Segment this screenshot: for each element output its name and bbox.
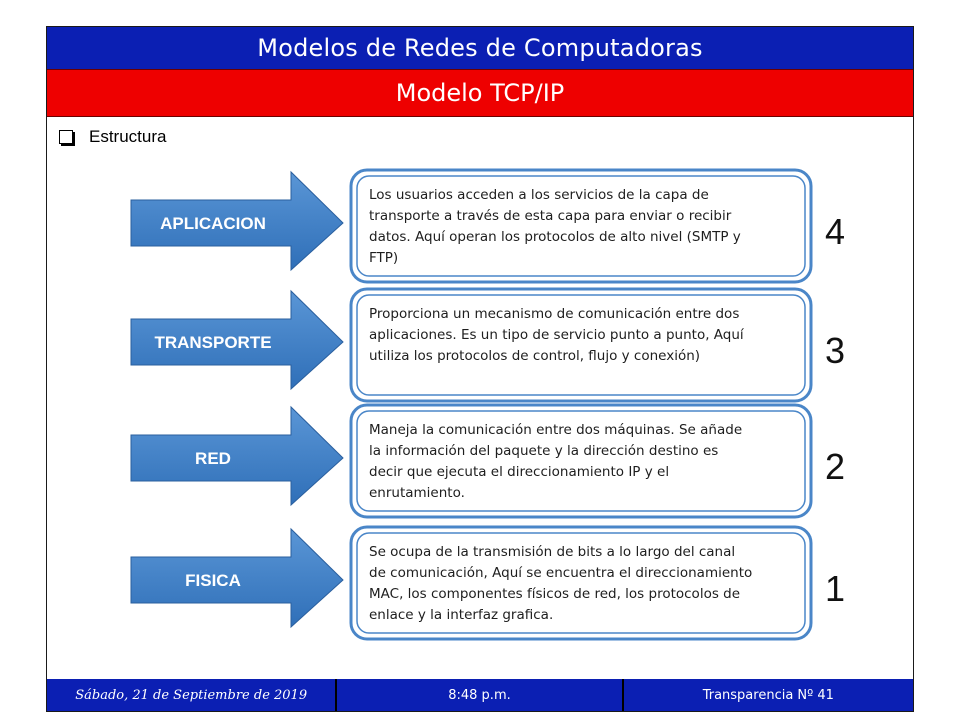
layer-description-line: datos. Aquí operan los protocolos de alto nivel (SMTP y [369, 229, 741, 245]
layer-description-line: decir que ejecuta el direccionamiento IP y el [369, 464, 670, 480]
layer-description-line: aplicaciones. Es un tipo de servicio punto a punto, Aquí [369, 327, 744, 343]
bullet-text: Estructura [89, 127, 167, 146]
layer-row [131, 527, 845, 639]
tcpip-layer-diagram [47, 27, 913, 679]
layer-description-line: Proporciona un mecanismo de comunicación entre dos [369, 306, 740, 322]
layer-description-line: enlace y la interfaz grafica. [369, 607, 554, 623]
layer-description-line: la información del paquete y la dirección destino es [369, 443, 719, 459]
footer-date: Sábado, 21 de Septiembre de 2019 [47, 679, 337, 711]
layer-row [131, 289, 845, 401]
layer-number: 1 [824, 568, 846, 609]
layer-description-line: FTP) [369, 250, 399, 266]
layer-number: 3 [824, 330, 846, 371]
layer-description-line: MAC, los componentes físicos de red, los protocolos de [369, 586, 741, 602]
footer-bar [47, 679, 913, 711]
layer-description-line: Los usuarios acceden a los servicios de la capa de [369, 187, 709, 203]
layer-description-line: Maneja la comunicación entre dos máquinas. Se añade [369, 422, 743, 438]
layer-row [131, 405, 845, 517]
slide-subtitle-text: Modelo TCP/IP [395, 79, 565, 107]
layer-name: RED [195, 449, 231, 468]
slide-title-text: Modelos de Redes de Computadoras [257, 34, 703, 62]
layer-description-line: transporte a través de esta capa para enviar o recibir [369, 208, 732, 224]
footer-slide-number: Transparencia Nº 41 [702, 687, 834, 703]
layer-name: TRANSPORTE [154, 333, 272, 352]
layer-description-line: utiliza los protocolos de control, flujo y conexión) [369, 348, 701, 364]
layer-description-line: enrutamiento. [369, 485, 465, 501]
layer-number: 4 [824, 211, 846, 252]
footer-time: 8:48 p.m. [337, 679, 623, 711]
layer-row [131, 170, 845, 282]
layer-description-line: de comunicación, Aquí se encuentra el direccionamiento [369, 565, 753, 581]
layer-name: APLICACION [160, 214, 266, 233]
layer-description-line: Se ocupa de la transmisión de bits a lo largo del canal [369, 544, 736, 560]
layer-number: 2 [824, 446, 846, 487]
layer-name: FISICA [185, 571, 241, 590]
layer-arrow [131, 407, 343, 505]
slide-frame [46, 26, 914, 712]
